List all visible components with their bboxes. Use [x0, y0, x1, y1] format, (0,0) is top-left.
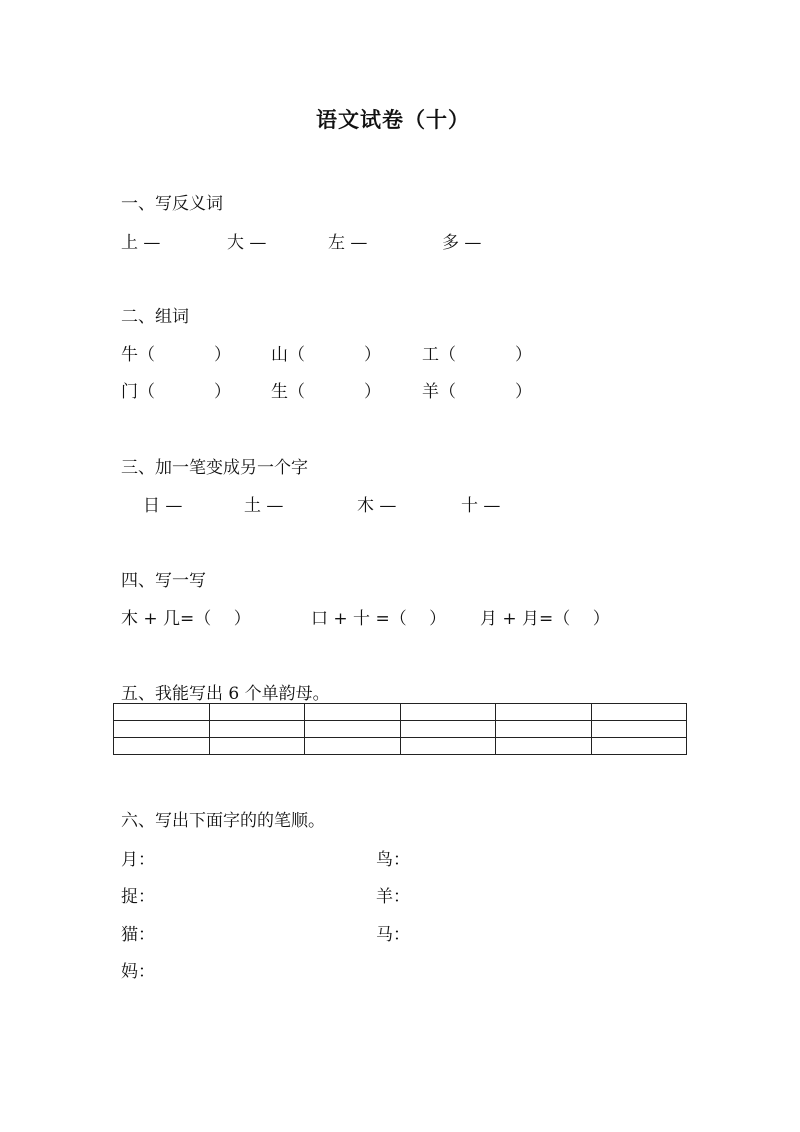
stroke-order-item: 马：: [376, 925, 410, 945]
compose-item: 木 + 几=（ ）: [121, 609, 251, 629]
grid-row: [114, 738, 687, 755]
word-group-close: ）: [364, 382, 381, 402]
word-group-open: 门（: [121, 382, 155, 402]
word-group-close: ）: [214, 345, 231, 365]
stroke-order-item: 捉：: [121, 887, 155, 907]
grid-cell[interactable]: [496, 704, 592, 721]
word-group-open: 牛（: [121, 345, 155, 365]
grid-cell[interactable]: [305, 738, 401, 755]
section-1-heading: 一、写反义词: [121, 194, 223, 214]
grid-cell[interactable]: [591, 721, 687, 738]
compose-item: 月 + 月=（ ）: [480, 609, 610, 629]
grid-cell[interactable]: [209, 721, 305, 738]
antonym-item: 多 —: [442, 233, 482, 253]
word-group-close: ）: [515, 382, 532, 402]
antonym-item: 上 —: [121, 233, 161, 253]
section-6-heading: 六、写出下面字的的笔顺。: [121, 811, 325, 831]
grid-cell[interactable]: [305, 704, 401, 721]
section-2-heading: 二、组词: [121, 307, 189, 327]
grid-cell[interactable]: [400, 738, 496, 755]
stroke-order-item: 鸟：: [376, 850, 410, 870]
grid-cell[interactable]: [114, 704, 210, 721]
section-4-heading: 四、写一写: [121, 571, 206, 591]
word-group-close: ）: [214, 382, 231, 402]
word-group-open: 生（: [271, 382, 305, 402]
add-stroke-item: 木 —: [357, 496, 397, 516]
grid-row: [114, 704, 687, 721]
grid-cell[interactable]: [496, 738, 592, 755]
stroke-order-item: 羊：: [376, 887, 410, 907]
vowel-writing-grid: [113, 703, 687, 755]
add-stroke-item: 日 —: [143, 496, 183, 516]
word-group-close: ）: [364, 345, 381, 365]
grid-cell[interactable]: [400, 721, 496, 738]
grid-cell[interactable]: [209, 738, 305, 755]
antonym-item: 大 —: [227, 233, 267, 253]
page-title: 语文试卷（十）: [316, 107, 470, 132]
stroke-order-item: 猫：: [121, 925, 155, 945]
section-3-heading: 三、加一笔变成另一个字: [121, 458, 308, 478]
grid-cell[interactable]: [496, 721, 592, 738]
stroke-order-item: 妈：: [121, 962, 155, 982]
word-group-open: 羊（: [422, 382, 456, 402]
word-group-open: 工（: [422, 345, 456, 365]
grid-cell[interactable]: [591, 704, 687, 721]
stroke-order-item: 月：: [121, 850, 155, 870]
grid-row: [114, 721, 687, 738]
grid-cell[interactable]: [114, 738, 210, 755]
section-5-heading: 五、我能写出 6 个单韵母。: [121, 684, 330, 704]
grid-cell[interactable]: [209, 704, 305, 721]
compose-item: 口 + 十 =（ ）: [311, 609, 447, 629]
grid-cell[interactable]: [114, 721, 210, 738]
grid-cell[interactable]: [591, 738, 687, 755]
word-group-open: 山（: [271, 345, 305, 365]
word-group-close: ）: [515, 345, 532, 365]
antonym-item: 左 —: [328, 233, 368, 253]
add-stroke-item: 十 —: [461, 496, 501, 516]
grid-cell[interactable]: [305, 721, 401, 738]
grid-cell[interactable]: [400, 704, 496, 721]
add-stroke-item: 土 —: [244, 496, 284, 516]
